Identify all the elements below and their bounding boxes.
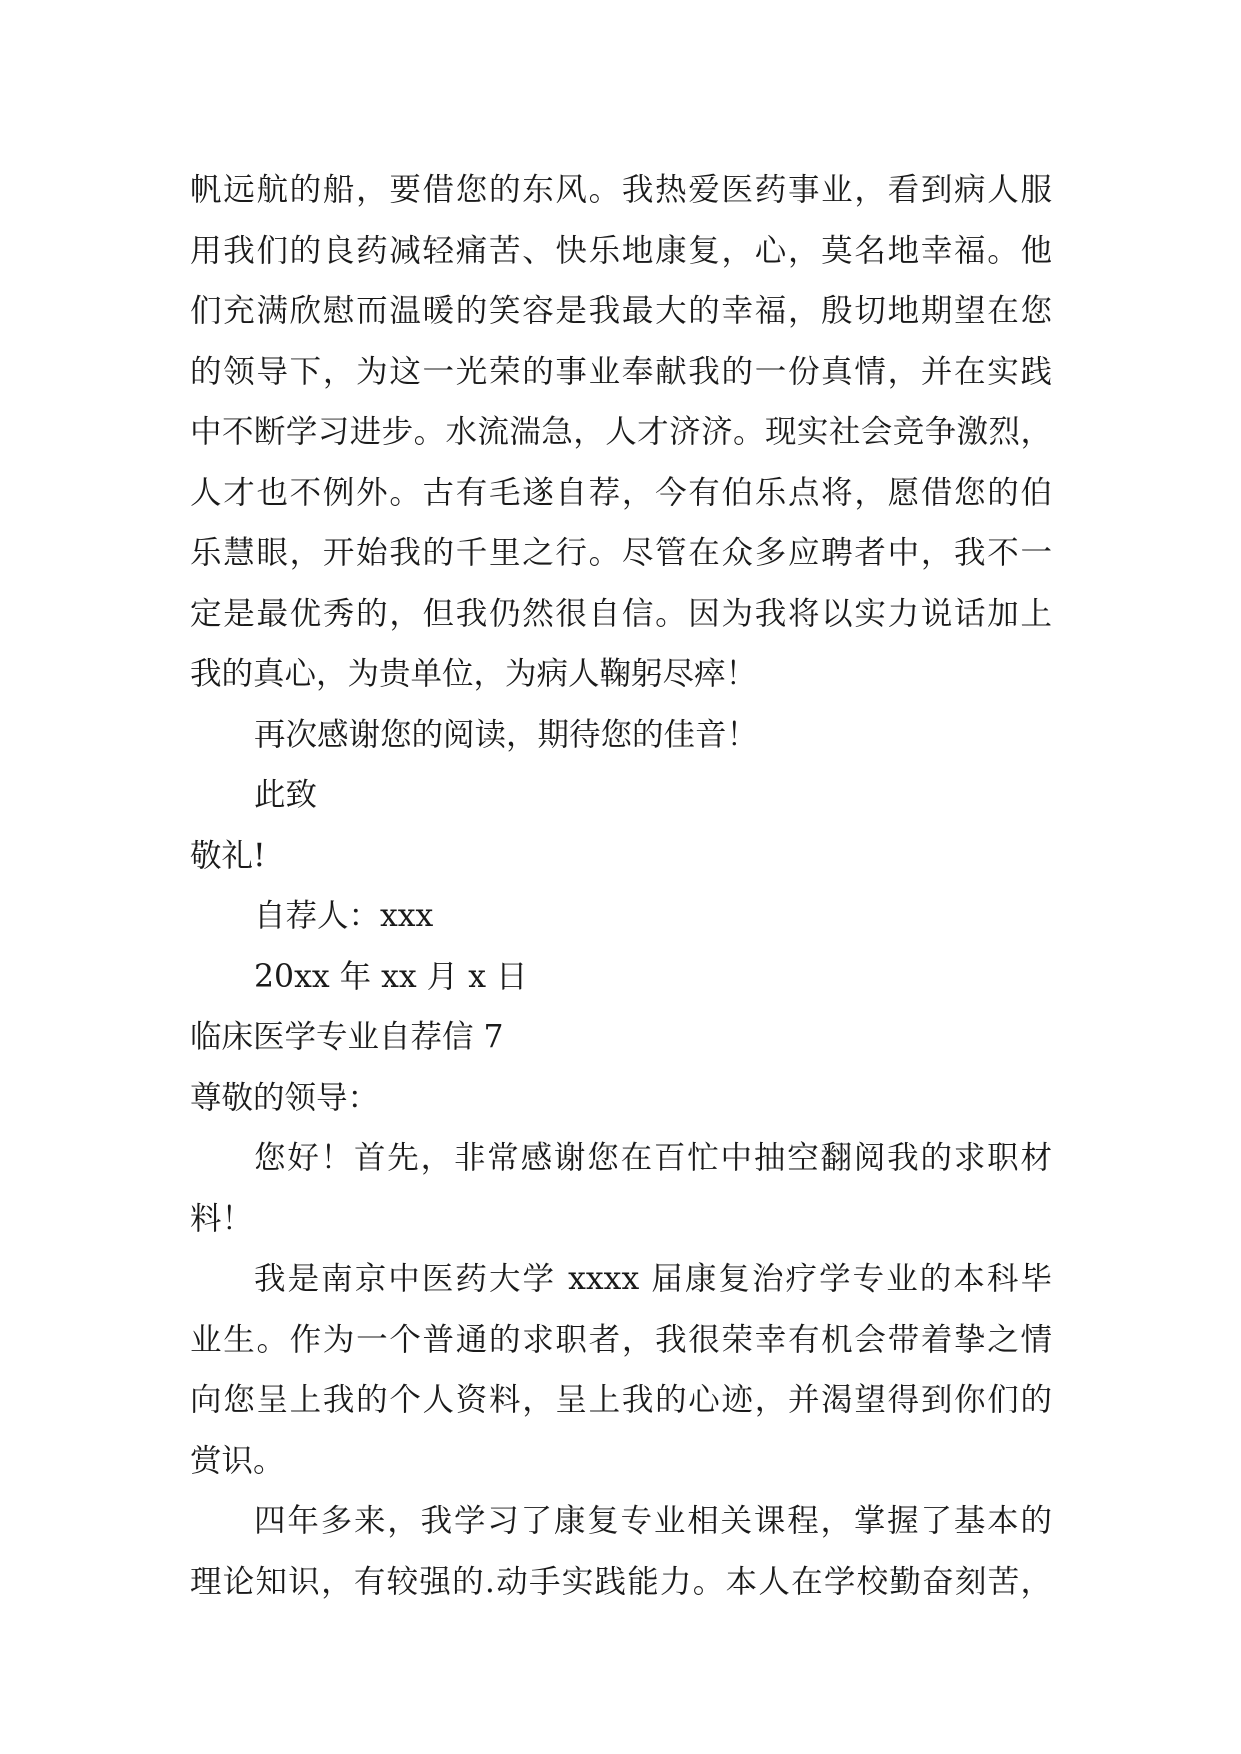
- intro-line-4: 赏识。: [190, 1442, 285, 1479]
- text-line-1: 帆远航的船，要借您的东风。我热爱医药事业，看到病人服: [190, 172, 1052, 208]
- intro-line-2: 业生。作为一个普通的求职者，我很荣幸有机会带着挚之情: [190, 1321, 1052, 1358]
- closing-thanks: 再次感谢您的阅读，期待您的佳音！: [254, 716, 759, 753]
- closing-cizhi: 此致: [254, 777, 318, 813]
- text-line-3: 们充满欣慰而温暖的笑容是我最大的幸福，殷切地期望在您: [190, 293, 1052, 329]
- signature-name: 自荐人：xxx: [254, 898, 434, 934]
- text-line-7: 乐慧眼，开始我的千里之行。尽管在众多应聘者中，我不一: [190, 535, 1052, 571]
- greeting-line-1: 您好！首先，非常感谢您在百忙中抽空翻阅我的求职材: [254, 1140, 1052, 1176]
- intro-line-3: 向您呈上我的个人资料，呈上我的心迹，并渴望得到你们的: [190, 1382, 1052, 1418]
- study-line-2: 理论知识，有较强的.动手实践能力。本人在学校勤奋刻苦，: [190, 1563, 1052, 1600]
- section-title: 临床医学专业自荐信 7: [190, 1019, 504, 1055]
- salutation: 尊敬的领导：: [190, 1079, 380, 1116]
- text-line-9: 我的真心，为贵单位，为病人鞠躬尽瘁！: [190, 656, 758, 692]
- text-line-5: 中不断学习进步。水流湍急，人才济济。现实社会竞争激烈，: [190, 414, 1052, 450]
- closing-jingli: 敬礼!: [190, 837, 266, 874]
- letter-body: [190, 160, 1052, 1612]
- greeting-line-2: 料！: [190, 1200, 254, 1237]
- signature-date: 20xx 年 xx 月 x 日: [254, 958, 528, 995]
- text-line-8: 定是最优秀的，但我仍然很自信。因为我将以实力说话加上: [190, 595, 1052, 632]
- text-line-4: 的领导下，为这一光荣的事业奉献我的一份真情，并在实践: [190, 353, 1052, 390]
- intro-line-1: 我是南京中医药大学 xxxx 届康复治疗学专业的本科毕: [254, 1261, 1052, 1297]
- text-line-6: 人才也不例外。古有毛遂自荐，今有伯乐点将，愿借您的伯: [190, 474, 1052, 511]
- study-line-1: 四年多来，我学习了康复专业相关课程，掌握了基本的: [254, 1503, 1052, 1539]
- text-line-2: 用我们的良药减轻痛苦、快乐地康复，心，莫名地幸福。他: [190, 232, 1052, 269]
